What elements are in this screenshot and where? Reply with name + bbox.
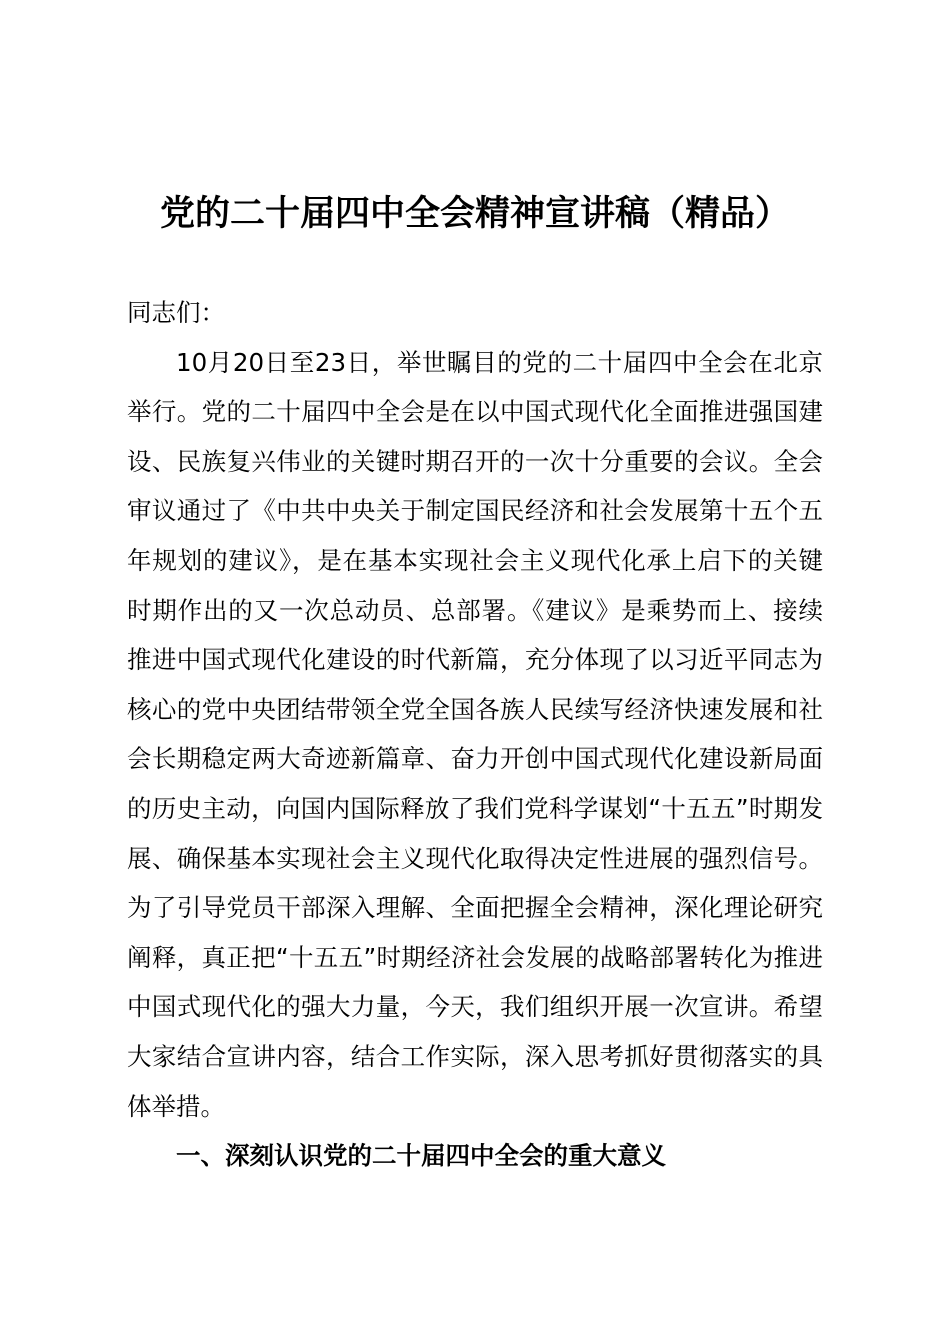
body-paragraph: 10月20日至23日，举世瞩目的党的二十届四中全会在北京举行。党的二十届四中全会是在以中国式现代化全面推进强国建设、民族复兴伟业的关键时期召开的一次十分重要的会议。全会审议通过了《中共中央关于制定国民经济和社会发展第十五个五年规划的建议》，是在基本实现社会主义现代化承上启下的关键时期作出的又一次总动员、总部署。《建议》是乘势而上、接续推进中国式现代化建设的时代新篇，充分体现了以习近平同志为核心的党中央团结带领全党全国各族人民续写经济快速发展和社会长期稳定两大奇迹新篇章、奋力开创中国式现代化建设新局面的历史主动，向国内国际释放了我们党科学谋划“十五五”时期发展、确保基本实现社会主义现代化取得决定性进展的强烈信号。为了引导党员干部深入理解、全面把握全会精神，深化理论研究阐释，真正把“十五五”时期经济社会发展的战略部署转化为推进中国式现代化的强大力量，今天，我们组织开展一次宣讲。希望大家结合宣讲内容，结合工作实际，深入思考抓好贯彻落实的具体举措。 [127,347,823,1121]
section-heading: 一、深刻认识党的二十届四中全会的重大意义 [176,1141,666,1171]
document-body [127,288,823,1181]
salutation: 同志们： [127,298,225,327]
document-title: 党的二十届四中全会精神宣讲稿（精品） [159,194,790,234]
